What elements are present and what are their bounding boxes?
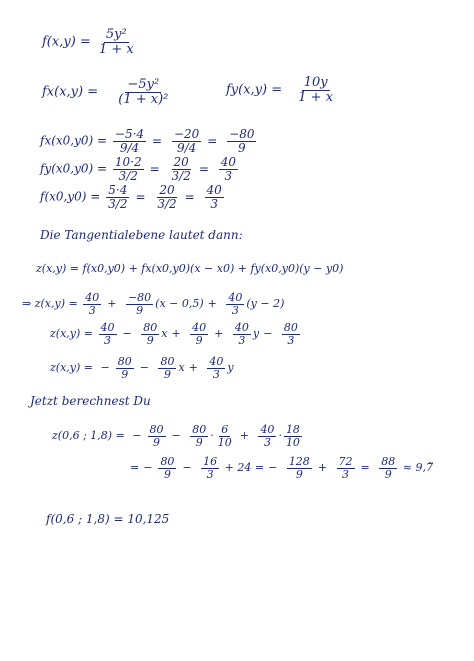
step2-frac-d	[233, 322, 251, 346]
row2-frac-e	[337, 456, 355, 480]
denominator: 9	[121, 367, 129, 381]
numerator: 6	[221, 423, 229, 436]
row1-frac-a	[148, 424, 166, 448]
numerator: 40	[234, 321, 249, 334]
f-denominator: 1 + x	[98, 41, 134, 57]
denominator: 3	[88, 303, 96, 317]
fx0-lhs: fx(x0,y0) =	[40, 133, 108, 148]
row1-frac-c2	[284, 424, 302, 448]
row2-frac-b	[201, 456, 219, 480]
step2-frac-b	[141, 322, 159, 346]
row2-frac-d	[287, 456, 312, 480]
row2-frac-a	[158, 456, 176, 480]
numerator: 80	[160, 355, 175, 368]
tangent-general-formula: z(x,y) = f(x0,y0) + fx(x0,y0)(x − x0) + fy(x0,y0)(y − y0)	[36, 262, 344, 275]
denominator: 3	[342, 467, 350, 481]
step2-frac-a	[99, 322, 117, 346]
fy-denominator: 1 + x	[298, 89, 334, 105]
fx0-frac-b	[172, 128, 201, 154]
denominator: 3	[238, 333, 246, 347]
step3-c-tail: y	[227, 361, 234, 375]
numerator: 80	[283, 321, 298, 334]
step2-frac-c	[190, 322, 208, 346]
step3-prefix: z(x,y) =	[50, 361, 94, 375]
denominator: 9	[238, 140, 246, 155]
step2-prefix: z(x,y) =	[50, 327, 94, 341]
denominator: 3/2	[157, 196, 177, 211]
f0-frac-a	[106, 184, 129, 210]
step1-prefix: ⇒ z(x,y) =	[22, 297, 78, 311]
numerator: 5·4	[108, 183, 128, 197]
numerator: 80	[149, 423, 164, 436]
numerator: 16	[203, 455, 218, 468]
step1-b-tail: (x − 0,5)	[155, 297, 204, 311]
fx0-frac-a	[113, 128, 146, 154]
numerator: 20	[159, 183, 175, 197]
fx-fraction	[116, 78, 170, 106]
numerator: 40	[100, 321, 115, 334]
numerator: −20	[173, 127, 200, 141]
row2-approx: ≈ 9,7̃	[402, 461, 433, 475]
step2-frac-e	[282, 322, 300, 346]
denominator: 3	[210, 196, 218, 211]
numerator: 80	[117, 355, 132, 368]
fy-lhs: fy(x,y) =	[226, 82, 283, 98]
fx0-frac-c	[227, 128, 256, 154]
denominator: 3/2	[118, 168, 138, 183]
numerator: 72	[338, 455, 353, 468]
f0-lhs: f(x0,y0) =	[40, 189, 101, 204]
denominator: 9	[163, 367, 171, 381]
compute-row-2: = − $\frac{80}{9}$ − $\frac{16}{3}$ + 24 = − $\frac{128}{9}$ + $\frac{72}{3}$ = $\frac{88}{9}$ ≈ 9,7̃	[130, 455, 433, 481]
fx-lhs: fx(x,y) =	[42, 84, 99, 100]
denominator: 3/2	[171, 168, 191, 183]
numerator: −80	[127, 291, 152, 304]
denominator: 3	[206, 467, 214, 481]
numerator: 88	[381, 455, 396, 468]
denominator: 9	[136, 303, 144, 317]
f0-frac-c	[205, 184, 224, 210]
step2-d-tail: y	[252, 327, 260, 341]
fy0-frac-c	[219, 156, 238, 182]
fx-definition	[42, 78, 172, 106]
step1-frac-c	[226, 292, 244, 316]
step3-frac-a	[116, 356, 134, 380]
numerator: 40	[260, 423, 275, 436]
fy-numerator: 10y	[303, 75, 328, 90]
fy0-lhs: fy(x0,y0) =	[40, 161, 108, 176]
denominator: 3	[224, 168, 233, 183]
denominator: 3	[212, 367, 220, 381]
fy-definition	[226, 76, 337, 104]
numerator: 20	[173, 155, 189, 169]
fy-fraction	[296, 76, 335, 104]
f-definition	[42, 28, 138, 56]
denominator: 9	[384, 467, 392, 481]
f-fraction	[97, 28, 136, 56]
numerator: 40	[85, 291, 100, 304]
step3-b-tail: x	[178, 361, 185, 375]
denominator: 9/4	[119, 140, 140, 155]
step2-b-tail: x	[161, 327, 168, 341]
row2-c: + 24 =	[224, 461, 265, 475]
f-numerator: 5y²	[105, 27, 127, 42]
numerator: −80	[229, 127, 255, 141]
step3-frac-b	[158, 356, 176, 380]
denominator: 9	[146, 333, 154, 347]
denominator: 3	[104, 333, 112, 347]
numerator: 18	[285, 423, 300, 436]
denominator: 9	[153, 435, 160, 449]
compute-heading: Jetzt berechnest Du	[30, 394, 151, 408]
denominator: 3	[287, 333, 295, 347]
numerator: 80	[143, 321, 158, 334]
numerator: 40	[192, 321, 207, 334]
numerator: 40	[220, 155, 237, 169]
step3-frac-c	[207, 356, 225, 380]
tangent-step-1: ⇒ z(x,y) = $\frac{40}{3}$ + $\frac{-80}{9}$ (x − 0,5) + $\frac{40}{3}$ (y − 2)	[22, 291, 285, 317]
step1-frac-a	[83, 292, 101, 316]
denominator: 10	[285, 435, 300, 449]
numerator: 40	[228, 291, 243, 304]
numerator: 40	[206, 183, 222, 197]
f0-frac-b	[155, 184, 178, 210]
step1-frac-b	[126, 292, 153, 316]
row1-frac-b2	[216, 424, 234, 448]
numerator: 80	[192, 423, 207, 436]
denominator: 9	[295, 467, 303, 481]
numerator: −5·4	[114, 127, 145, 141]
f-lhs: f(x,y) =	[42, 34, 91, 50]
numerator: 40	[209, 355, 224, 368]
tangent-heading: Die Tangentialebene lautet dann:	[40, 228, 243, 242]
row1-frac-b	[190, 424, 208, 448]
step1-c-tail: (y − 2)	[246, 297, 285, 311]
numerator: 10·2	[114, 155, 142, 169]
denominator: 3	[263, 435, 271, 449]
compute-row-1: z(0,6 ; 1,8) = − $\frac{80}{9}$ − $\frac{80}{9}$ · $\frac{6}{10}$ + $\frac{40}{3}$ · $\frac{18}{10}$	[52, 423, 300, 449]
row2-frac-f	[379, 456, 397, 480]
denominator: 9	[195, 435, 203, 449]
row1-frac-c	[258, 424, 276, 448]
denominator: 9	[195, 333, 203, 347]
tangent-step-3: z(x,y) = − $\frac{80}{9}$ − $\frac{80}{9}$ x + $\frac{40}{3}$ y	[50, 355, 234, 381]
fy0-frac-a	[113, 156, 144, 182]
denominator: 9	[163, 467, 171, 481]
numerator: 128	[288, 455, 310, 468]
fy0-frac-b	[170, 156, 193, 182]
row1-prefix: z(0,6 ; 1,8) =	[52, 429, 125, 443]
fx-numerator: −5y²	[127, 77, 160, 92]
final-result: f(0,6 ; 1,8) = 10,125	[46, 512, 170, 526]
fx-at-point: fx(x0,y0) = $\frac{-5\cdot 4}{9/4}$ = $\frac{-20}{9/4}$ = $\frac{-80}{9}$	[40, 127, 255, 155]
fx-denominator: (1 + x)²	[118, 91, 169, 107]
denominator: 9/4	[176, 140, 197, 155]
numerator: 80	[160, 455, 175, 468]
denominator: 10	[217, 435, 232, 449]
tangent-step-2: z(x,y) = $\frac{40}{3}$ − $\frac{80}{9}$ x + $\frac{40}{9}$ + $\frac{40}{3}$ y − $\frac{80}{3}$	[50, 321, 298, 347]
denominator: 3	[231, 303, 239, 317]
f-at-point: f(x0,y0) = $\frac{5\cdot 4}{3/2}$ = $\frac{20}{3/2}$ = $\frac{40}{3}$	[40, 183, 222, 211]
denominator: 3/2	[108, 196, 128, 211]
fy-at-point: fy(x0,y0) = $\frac{10\cdot 2}{3/2}$ = $\frac{20}{3/2}$ = $\frac{40}{3}$	[40, 155, 237, 183]
